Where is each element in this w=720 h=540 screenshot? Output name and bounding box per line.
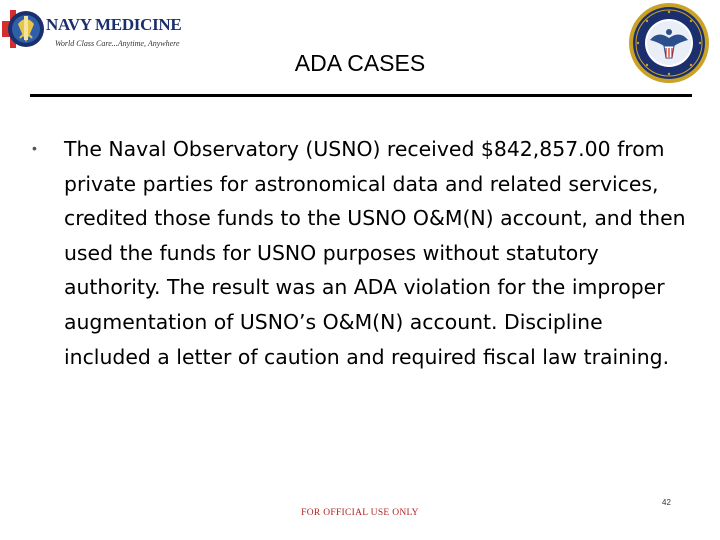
- bullet-text: The Naval Observatory (USNO) received $842,857.00 from private parties for astronomical data and related services, credited those funds to the USNO O&M(N) account, and then used the funds for USNO purposes without statutory authority. The result was an ADA violation for the improper augmentation of USNO’s O&M(N) account. Discipline included a letter of caution and required fiscal law training.: [64, 137, 686, 369]
- title-divider: [30, 94, 692, 97]
- slide-title: ADA CASES: [294, 50, 426, 76]
- page-number: 42: [662, 498, 671, 507]
- navy-medicine-emblem-icon: [2, 4, 52, 54]
- logo-wordmark: NAVY MEDICINE: [46, 15, 182, 34]
- footer-classification: FOR OFFICIAL USE ONLY: [301, 508, 419, 518]
- navy-medicine-logo: [2, 4, 182, 54]
- bullet-icon: •: [32, 140, 37, 156]
- logo-tagline: World Class Care...Anytime, Anywhere: [55, 39, 180, 48]
